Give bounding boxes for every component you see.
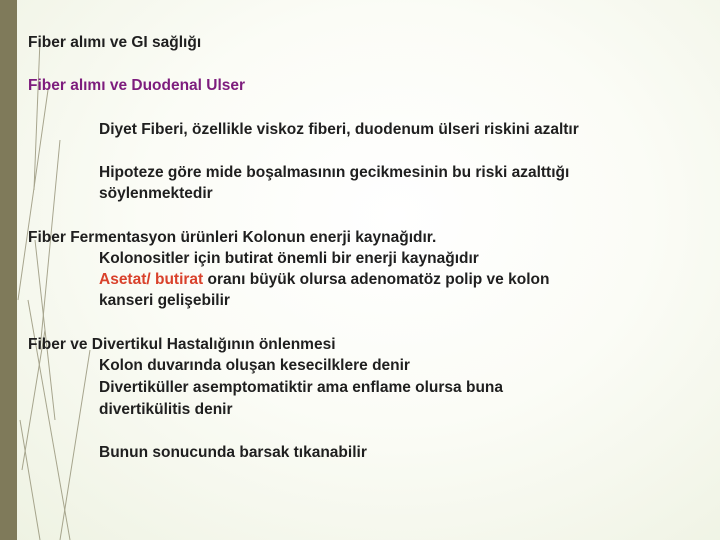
text-fragment: oranı büyük olursa adenomatöz polip ve kolon — [203, 271, 550, 288]
text-line: Divertiküller asemptomatiktir ama enflame olursa buna — [99, 379, 503, 396]
text-line — [99, 270, 549, 290]
highlight-text: Asetat/ butirat — [99, 271, 204, 288]
text-line: Kolonositler için butirat önemli bir enerji kaynağıdır — [99, 250, 479, 267]
section-title-diverticular: Fiber ve Divertikul Hastalığının önlenmesi — [28, 336, 336, 353]
text-line: Bunun sonucunda barsak tıkanabilir — [99, 444, 367, 461]
text-line: divertikülitis denir — [99, 401, 233, 418]
section-title-fermentation: Fiber Fermentasyon ürünleri Kolonun enerji kaynağıdır. — [28, 229, 437, 246]
text-line: Hipoteze göre mide boşalmasının gecikmesinin bu riski azalttığı — [99, 164, 570, 181]
slide-heading: Fiber alımı ve GI sağlığı — [28, 34, 202, 51]
text-line: söylenmektedir — [99, 185, 213, 202]
text-line: kanseri gelişebilir — [99, 292, 230, 309]
section-title-duodenal-ulcer: Fiber alımı ve Duodenal Ulser — [28, 77, 246, 94]
text-line: Kolon duvarında oluşan kesecilklere denir — [99, 357, 410, 374]
text-line: Diyet Fiberi, özellikle viskoz fiberi, duodenum ülseri riskini azaltır — [99, 121, 579, 138]
